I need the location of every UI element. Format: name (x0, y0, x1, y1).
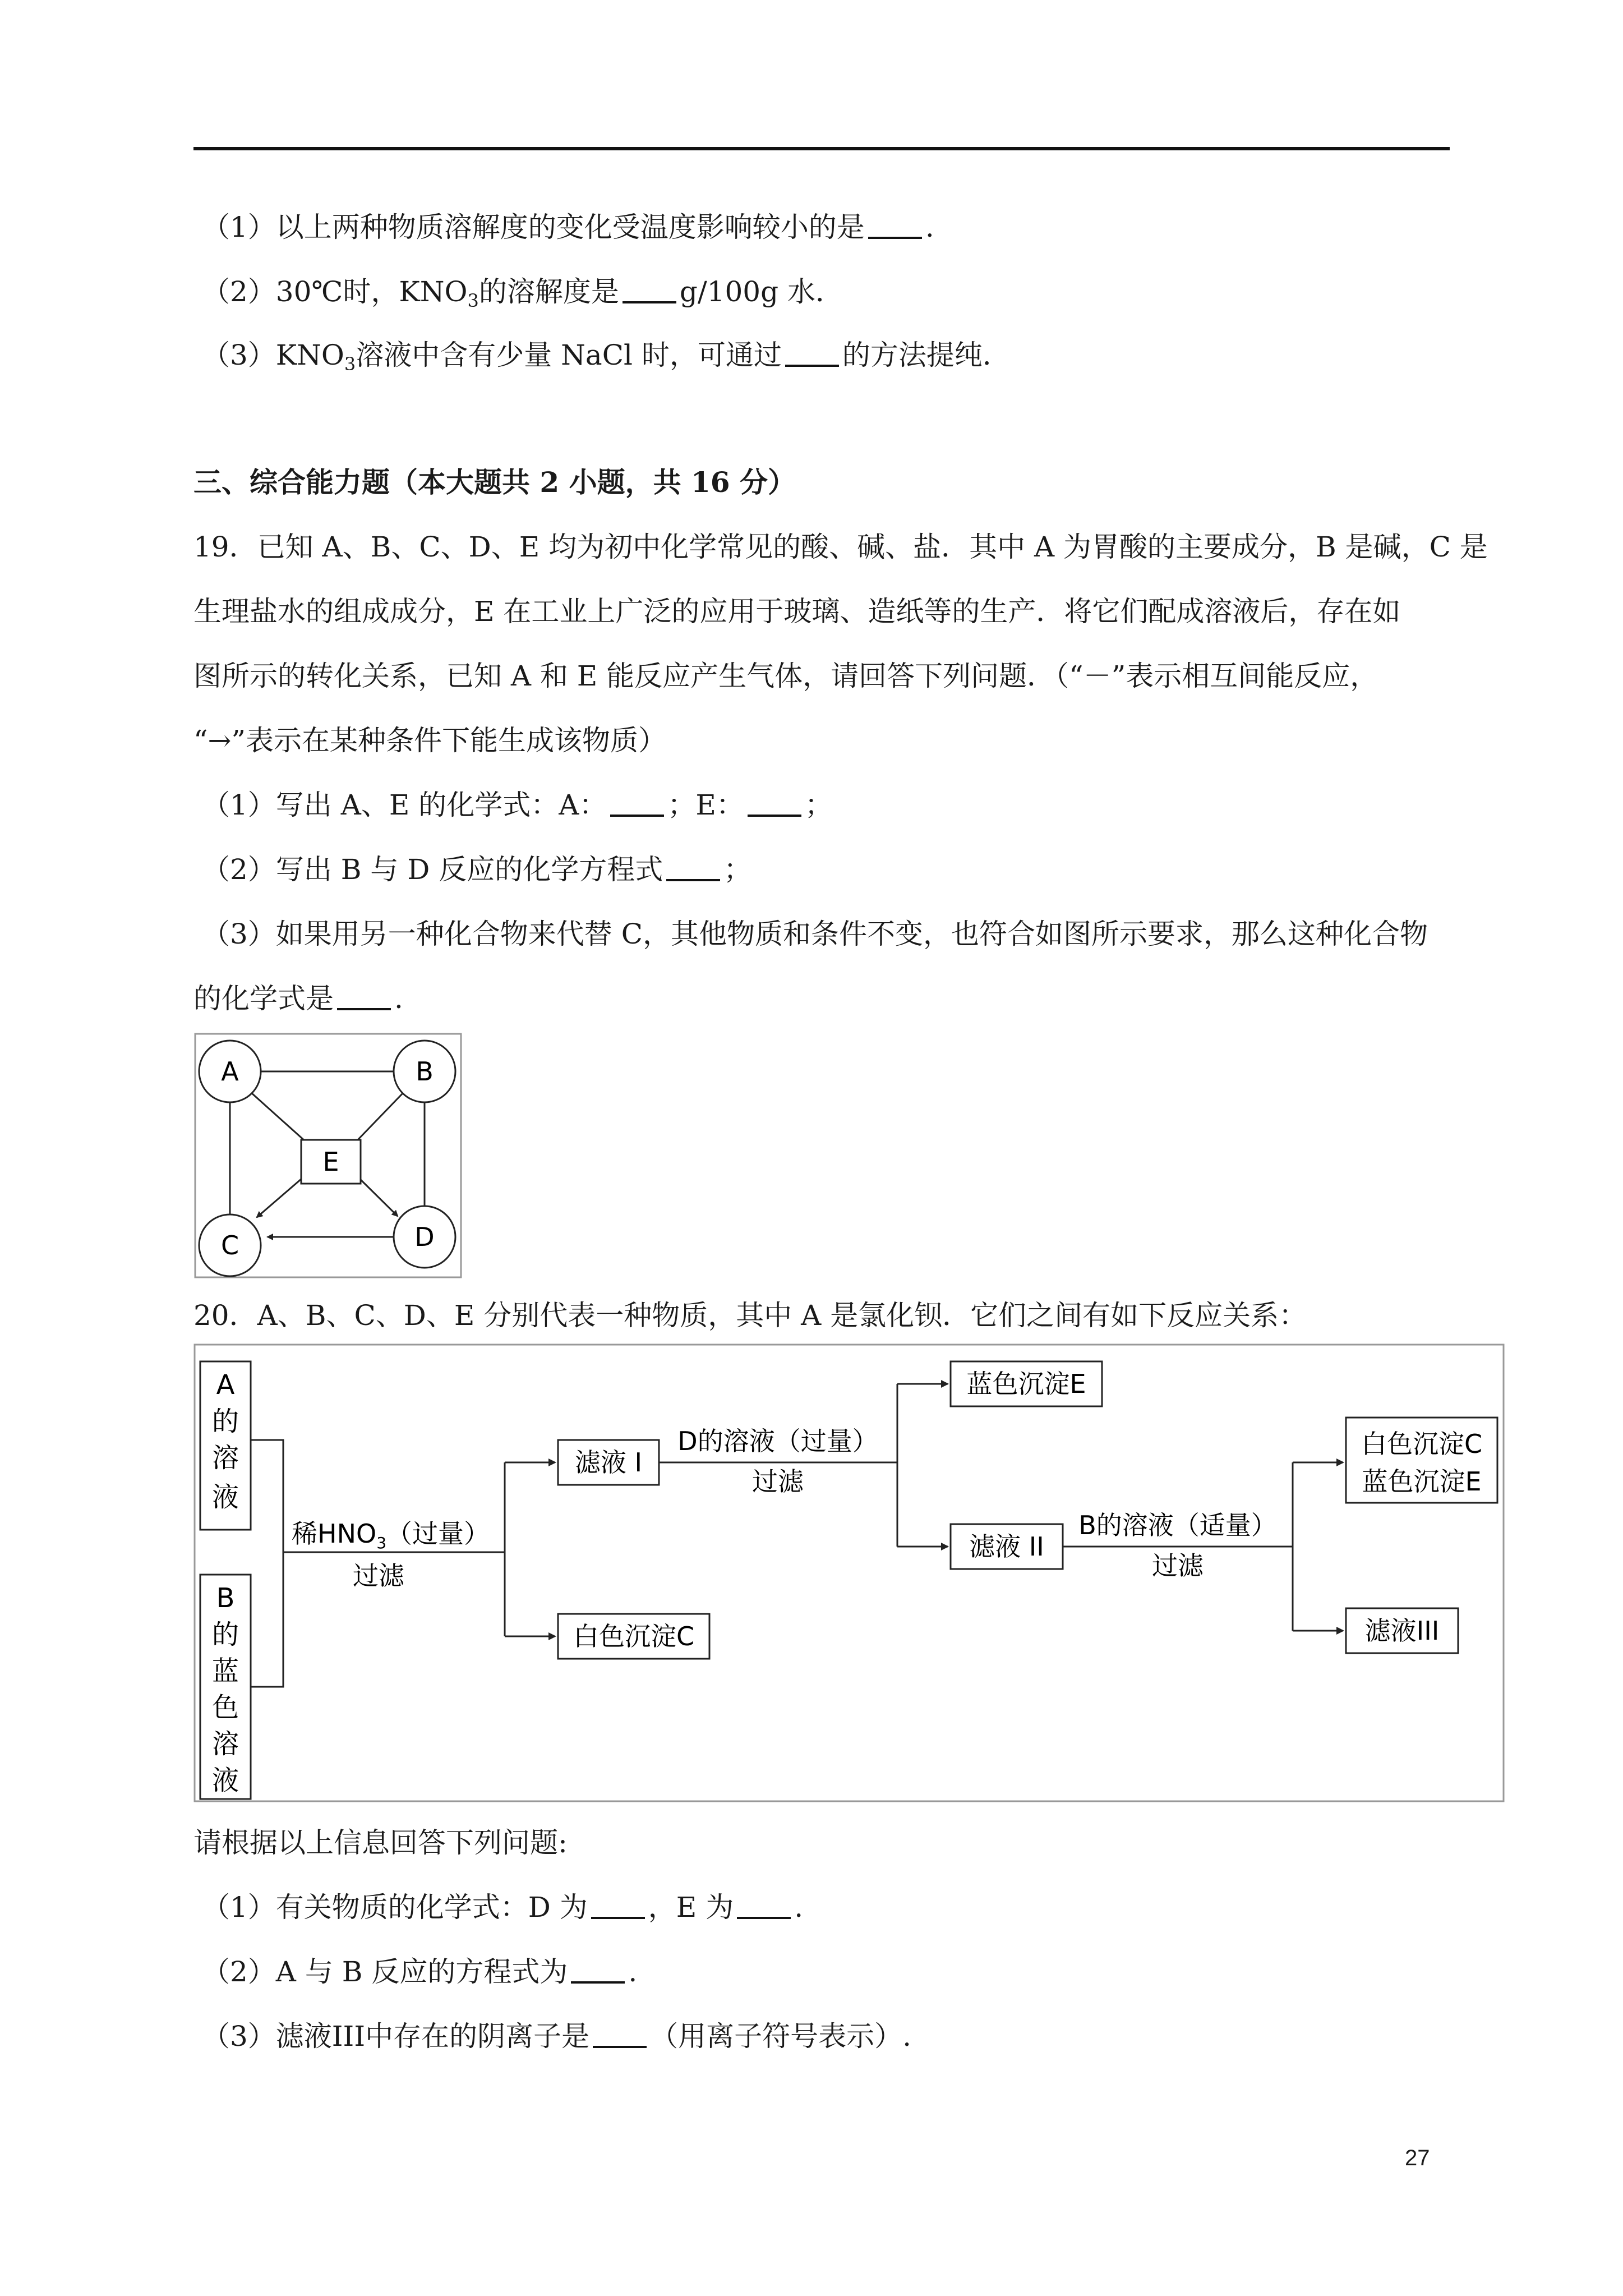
q20-sub2: （2）A 与 B 反应的方程式为 . (202, 1955, 638, 1988)
header-rule (193, 147, 1450, 150)
q20-sub3: （3）滤液III中存在的阴离子是 （用离子符号表示）. (202, 2020, 911, 2053)
box-a-char-1: 的 (211, 1406, 239, 1437)
q20-sub1: （1）有关物质的化学式：D 为 ，E 为 . (202, 1891, 804, 1924)
filtrate-2-label: 滤液 II (969, 1531, 1044, 1562)
q19-diagram (193, 1032, 463, 1279)
answer-blank[interactable] (610, 789, 664, 817)
q19-sub3-line2: 的化学式是 . (193, 982, 403, 1015)
step2-filter: 过滤 (752, 1466, 804, 1497)
box-a-char-0: A (216, 1369, 235, 1401)
answer-blank[interactable] (571, 1955, 625, 1984)
page-number: 27 (1405, 2146, 1430, 2170)
node-d-label: D (414, 1222, 435, 1252)
node-a-label: A (221, 1056, 239, 1087)
answer-blank[interactable] (868, 211, 922, 239)
step1-label: 稀$HNO_3$（过量） (292, 1519, 490, 1552)
step2-label: D的溶液（过量） (677, 1426, 878, 1456)
q20-flowchart (193, 1343, 1506, 1803)
step1-filter: 过滤 (353, 1561, 404, 1591)
answer-blank[interactable] (666, 853, 720, 881)
box-b-char-5: 液 (211, 1765, 239, 1796)
node-c-label: C (220, 1230, 239, 1260)
box-a-char-3: 液 (211, 1481, 239, 1513)
box-b-char-4: 溶 (211, 1728, 239, 1760)
box-b-char-3: 色 (211, 1692, 239, 1723)
q18-sub2: （2）30℃时，$KNO_3$的溶解度是 g/100g 水． (202, 275, 844, 311)
blue-precipitate-e-label: 蓝色沉淀E (966, 1369, 1086, 1399)
node-e-label: E (322, 1147, 339, 1177)
answer-blank[interactable] (785, 339, 839, 367)
q20-intro: 请根据以上信息回答下列问题: (193, 1826, 568, 1859)
box-b-char-1: 的 (211, 1619, 239, 1650)
answer-blank[interactable] (337, 982, 391, 1010)
section3-heading: 三、综合能力题（本大题共 2 小题，共 16 分） (193, 466, 796, 499)
q19-line1: 19．已知 A、B、C、D、E 均为初中化学常见的酸、碱、盐．其中 A 为胃酸的主要成分，B 是碱，C 是 (193, 531, 1488, 563)
box-b-char-0: B (216, 1582, 235, 1614)
filtrate-1-label: 滤液 I (574, 1447, 643, 1478)
box-a-char-2: 溶 (211, 1442, 239, 1474)
q19-line4: “→”表示在某种条件下能生成该物质） (193, 724, 667, 757)
mixed-precipitate-c-label: 白色沉淀C (1361, 1429, 1483, 1459)
mixed-precipitate-e-label: 蓝色沉淀E (1362, 1466, 1482, 1497)
q19-sub1: （1）写出 A、E 的化学式：A： ；E： ； (202, 789, 833, 821)
q19-line2: 生理盐水的组成成分，E 在工业上广泛的应用于玻璃、造纸等的生产．将它们配成溶液后，存在如 (193, 595, 1401, 628)
q19-sub3-line1: （3）如果用另一种化合物来代替 C，其他物质和条件不变，也符合如图所示要求，那么这种化合物 (202, 918, 1428, 950)
answer-blank[interactable] (591, 1891, 645, 1919)
q18-sub1: （1）以上两种物质溶解度的变化受温度影响较小的是 . (202, 211, 934, 243)
answer-blank[interactable] (737, 1891, 791, 1919)
filtrate-3-label: 滤液III (1364, 1616, 1440, 1646)
q20-line1: 20．A、B、C、D、E 分别代表一种物质，其中 A 是氯化钡．它们之间有如下反应关系： (193, 1299, 1307, 1332)
node-b-label: B (416, 1056, 434, 1087)
step3-label: B的溶液（适量） (1078, 1510, 1277, 1540)
q18-sub3: $(3)KNO_3$溶液中含有少量 NaCl 时，可通过 的方法提纯． (202, 339, 1011, 375)
q19-line3: 图所示的转化关系，已知 A 和 E 能反应产生气体，请回答下列问题．（“－”表示相互间能反应， (193, 660, 1378, 692)
box-b-char-2: 蓝 (211, 1655, 239, 1687)
answer-blank[interactable] (748, 789, 801, 817)
q19-sub2: （2）写出 B 与 D 反应的化学方程式 ； (202, 853, 752, 886)
answer-blank[interactable] (593, 2020, 647, 2048)
white-precipitate-c-label: 白色沉淀C (573, 1621, 695, 1651)
answer-blank[interactable] (623, 275, 676, 303)
step3-filter: 过滤 (1152, 1550, 1204, 1581)
